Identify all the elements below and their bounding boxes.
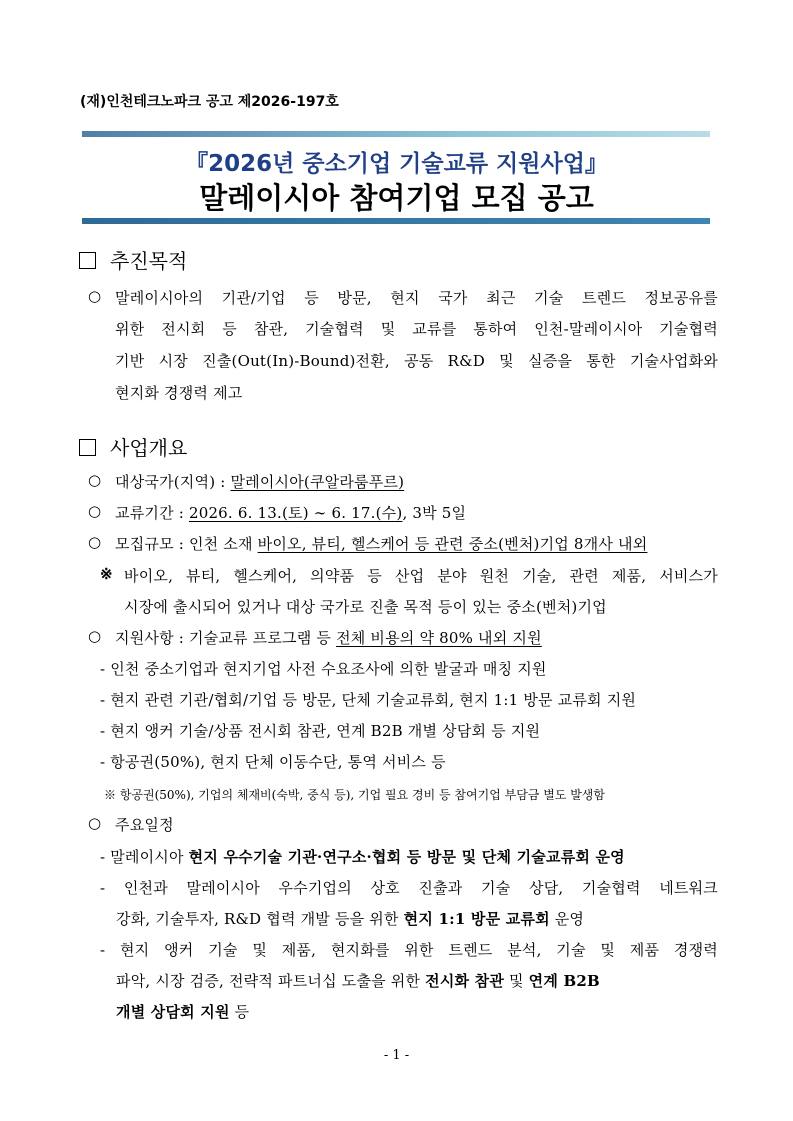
title-top-bar xyxy=(82,131,710,137)
section-title: 사업개요 xyxy=(110,436,188,460)
recruit-scale: 모집규모 : 인천 소재 바이오, 뷰티, 헬스케어 등 관련 중소(벤처)기업 8개사 내외 xyxy=(115,535,648,553)
section-title: 추진목적 xyxy=(110,249,188,273)
support-item: - 현지 관련 기관/협회/기업 등 방문, 단체 기술교류회, 현지 1:1 방문 교류회 지원 xyxy=(100,691,637,709)
schedule-heading: 주요일정 xyxy=(115,816,174,834)
support-item: - 인천 중소기업과 현지기업 사전 수요조사에 의한 발굴과 매칭 지원 xyxy=(100,660,547,678)
support-item: - 항공권(50%), 현지 단체 이동수단, 통역 서비스 등 xyxy=(100,753,446,771)
note-line-2: 시장에 출시되어 있거나 대상 국가로 진출 목적 등이 있는 중소(벤처)기업 xyxy=(124,598,607,616)
purpose-line-4: 현지화 경쟁력 제고 xyxy=(115,384,243,402)
schedule-item-2-line-1: - 인천과 말레이시아 우수기업의 상호 진출과 기술 상담, 기술협력 네트워크 xyxy=(100,879,718,897)
purpose-line-1: 말레이시아의 기관/기업 등 방문, 현지 국가 최근 기술 트렌드 정보공유를 xyxy=(115,289,718,307)
support-summary: 지원사항 : 기술교류 프로그램 등 전체 비용의 약 80% 내외 지원 xyxy=(115,629,542,647)
schedule-item-3-line-1: - 현지 앵커 기술 및 제품, 현지화를 위한 트렌드 분석, 기술 및 제품 경쟁력 xyxy=(100,941,718,959)
schedule-item-3-line-3: 개별 상담회 지원 등 xyxy=(116,1003,250,1021)
schedule-item-2-line-2: 강화, 기술투자, R&D 협력 개발 등을 위한 현지 1:1 방문 교류회 운영 xyxy=(116,910,585,928)
page-number: - 1 - xyxy=(383,1048,410,1063)
schedule-item-3-line-2: 파악, 시장 검증, 전략적 파트너십 도출을 위한 전시화 참관 및 연계 B2B xyxy=(116,972,600,990)
bullet-circle: ○ xyxy=(88,471,102,489)
purpose-line-2: 위한 전시회 등 참관, 기술협력 및 교류를 통하여 인천-말레이시아 기술협력 xyxy=(115,320,718,338)
exchange-period: 교류기간 : 2026. 6. 13.(토) ∼ 6. 17.(수), 3박 5일 xyxy=(115,504,467,522)
target-country: 대상국가(지역) : 말레이시아(쿠알라룸푸르) xyxy=(115,473,405,491)
title-line-2: 말레이시아 참여기업 모집 공고 xyxy=(199,181,594,215)
note-line-1: 바이오, 뷰티, 헬스케어, 의약품 등 산업 분야 원천 기술, 관련 제품, 서비스가 xyxy=(124,567,718,585)
bullet-circle: ○ xyxy=(88,502,102,520)
section-heading-overview xyxy=(79,432,187,461)
bullet-circle: ○ xyxy=(88,814,102,832)
schedule-item-1: - 말레이시아 현지 우수기술 기관·연구소·협회 등 방문 및 단체 기술교류회 운영 xyxy=(100,848,625,866)
checkbox-square-icon xyxy=(79,439,96,456)
notice-number: (재)인천테크노파크 공고 제2026-197호 xyxy=(80,94,339,110)
purpose-line-3: 기반 시장 진출(Out(In)-Bound)전환, 공동 R&D 및 실증을 통한 기술사업화와 xyxy=(115,352,718,370)
bullet-circle: ○ xyxy=(88,287,102,305)
cost-note: ※ 항공권(50%), 기업의 체재비(숙박, 중식 등), 기업 필요 경비 등 참여기업 부담금 별도 발생함 xyxy=(104,788,605,802)
support-item: - 현지 앵커 기술/상품 전시회 참관, 연계 B2B 개별 상담회 등 지원 xyxy=(100,722,541,740)
title-line-1: 『2026년 중소기업 기술교류 지원사업』 xyxy=(185,151,608,177)
bullet-circle: ○ xyxy=(88,533,102,551)
checkbox-square-icon xyxy=(79,252,96,269)
section-heading-purpose xyxy=(79,245,187,274)
note-marker: ※ xyxy=(100,565,113,583)
bullet-circle: ○ xyxy=(88,627,102,645)
title-bottom-bar xyxy=(82,218,710,224)
